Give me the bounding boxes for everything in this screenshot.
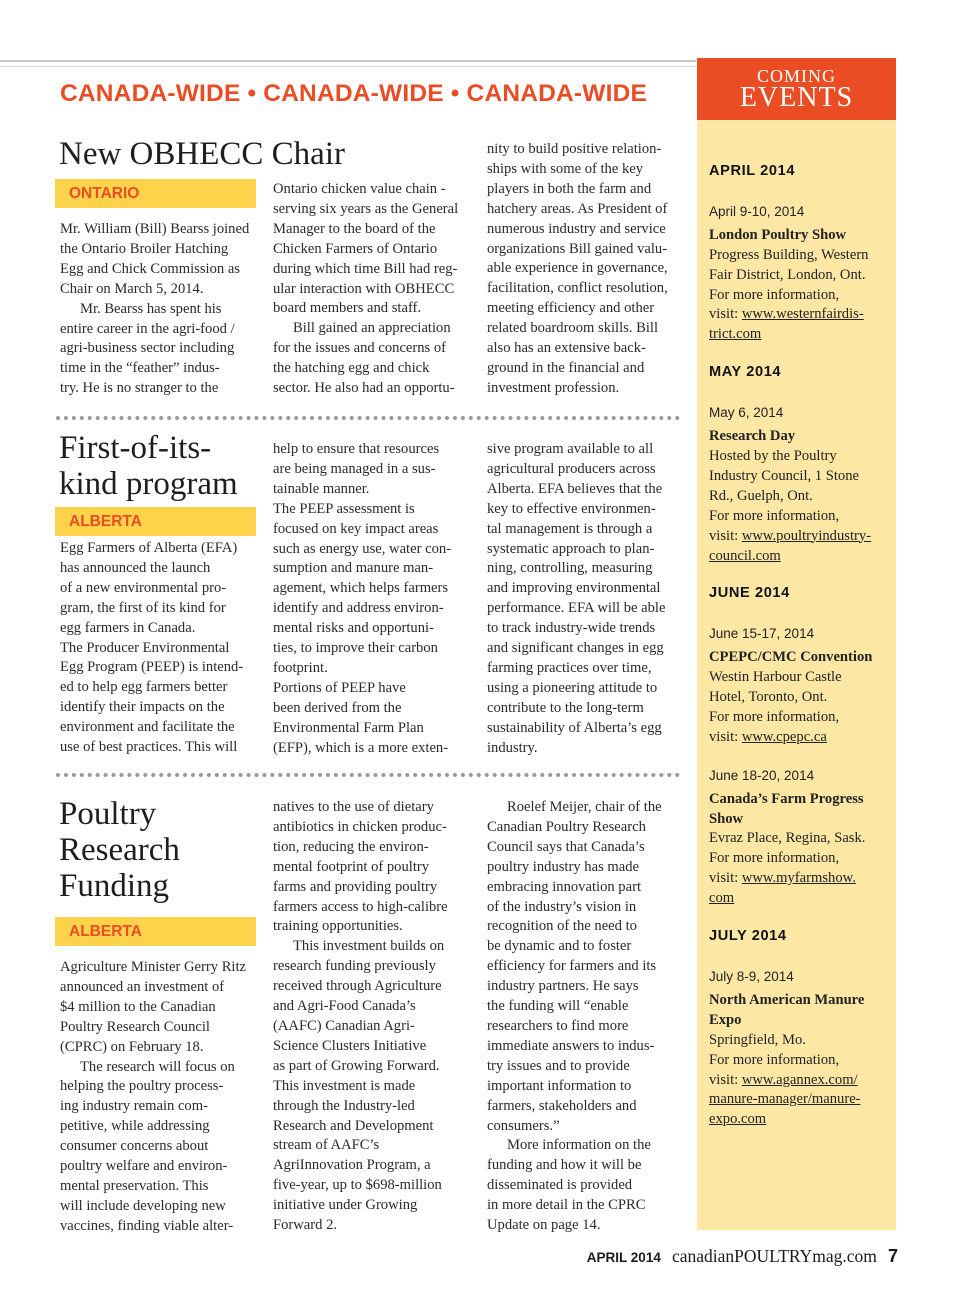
text-line: ular interaction with OBHECC [273, 280, 455, 297]
text-line: tainable manner. [273, 480, 370, 497]
paragraph [487, 140, 685, 399]
text-line: Canadian Poultry Research [487, 818, 646, 835]
link-text-line[interactable]: expo.com [709, 1111, 767, 1128]
paragraph [487, 1136, 685, 1236]
text-line: Ontario chicken value chain - [273, 181, 446, 197]
event-month-heading: MAY 2014 [709, 364, 782, 381]
text-line: been derived from the [273, 699, 402, 716]
event-detail-line: Industry Council, 1 Stone [709, 467, 859, 484]
text-line: focused on key impact areas [273, 520, 439, 537]
text-line: farmers access to high-calibre [273, 898, 448, 915]
text-line: This investment builds on [293, 938, 445, 955]
link-text-line[interactable]: com [709, 890, 735, 907]
article3-column-1 [60, 958, 258, 1237]
text-line: sive program available to all [487, 441, 654, 457]
text-line: and improving environmental [487, 580, 661, 597]
footer-site: canadianPOULTRYmag.com [671, 1246, 877, 1266]
text-line: ed to help egg farmers better [60, 679, 228, 696]
event-item [709, 766, 891, 909]
link-text-line[interactable]: www.myfarmshow. [741, 870, 856, 887]
event-name: CPEPC/CMC Convention [709, 649, 873, 666]
text-line: $4 million to the Canadian [60, 998, 216, 1015]
text-line: Research and Development [273, 1117, 434, 1134]
event-date: June 15-17, 2014 [709, 626, 815, 642]
article1-column-2 [273, 180, 471, 399]
event-detail-line: Westin Harbour Castle [709, 669, 842, 686]
text-line: AgriInnovation Program, a [273, 1157, 431, 1174]
text-line: The research will focus on [80, 1058, 235, 1075]
paragraph [487, 798, 685, 1136]
event-detail-line: Springfield, Mo. [709, 1031, 806, 1048]
top-rule [0, 60, 696, 62]
text-line: embracing innovation part [487, 878, 641, 895]
paragraph [487, 440, 685, 759]
paragraph [60, 300, 258, 400]
text-line: sector. He also had an opportu- [273, 380, 455, 397]
text-line: Environmental Farm Plan [273, 719, 424, 736]
text-line: has announced the launch [60, 559, 211, 576]
visit-label: visit: [709, 527, 742, 544]
event-date: June 18-20, 2014 [709, 767, 815, 783]
coming-events-heading-bottom: EVENTS [739, 82, 854, 113]
text-line: Egg Program (PEEP) is intend- [60, 659, 244, 676]
text-line: performance. EFA will be able [487, 600, 666, 617]
article3-column-3 [487, 798, 685, 1236]
event-detail-line: For more information, [709, 1051, 840, 1068]
link-text-line[interactable]: council.com [709, 547, 781, 564]
link-text-line[interactable]: www.westernfairdis- [741, 306, 864, 323]
text-line: industry. [487, 739, 538, 756]
section-banner: CANADA-WIDE • CANADA-WIDE • CANADA-WIDE [60, 80, 648, 107]
text-line: egg farmers in Canada. [60, 619, 196, 636]
event-detail-line: Progress Building, Western [709, 246, 869, 263]
text-line: identify their impacts on the [60, 699, 225, 716]
text-line: mental footprint of poultry [273, 858, 430, 875]
text-line: research funding previously [273, 958, 436, 975]
text-line: mental risks and opportuni- [273, 620, 434, 637]
text-line: and significant changes in egg [487, 640, 664, 657]
event-visit-line [709, 305, 891, 345]
text-line: are being managed in a sus- [273, 460, 436, 477]
text-line: systematic approach to plan- [487, 540, 655, 557]
region-tag-alberta: ALBERTA [55, 917, 256, 946]
text-line: ning, controlling, measuring [487, 560, 653, 577]
article2-column-3 [487, 440, 685, 759]
text-line: try. He is no stranger to the [60, 380, 219, 397]
text-line: help to ensure that resources [273, 441, 440, 457]
visit-label: visit: [709, 1071, 742, 1088]
event-detail-line: For more information, [709, 507, 840, 524]
footer-issue: APRIL 2014 [586, 1250, 661, 1265]
headline-line: First-of-its- [59, 430, 212, 466]
coming-events-heading-top: COMING [756, 66, 836, 86]
text-line: Chicken Farmers of Ontario [273, 240, 438, 257]
visit-label: visit: [709, 306, 742, 323]
coming-events-list [709, 158, 891, 1148]
headline-line: Research [59, 832, 180, 868]
text-line: researchers to find more [487, 1017, 629, 1034]
text-line: farms and providing poultry [273, 878, 438, 895]
event-item [709, 624, 891, 747]
text-line: helping the poultry process- [60, 1078, 224, 1095]
text-line: able experience in governance, [487, 260, 668, 277]
event-detail-line: Hotel, Toronto, Ont. [709, 689, 828, 706]
text-line: poultry industry has made [487, 858, 639, 875]
text-line: ground in the financial and [487, 359, 645, 376]
event-visit-line [709, 527, 891, 567]
section-divider [56, 416, 680, 420]
text-line: Chair on March 5, 2014. [60, 280, 204, 297]
text-line: through the Industry-led [273, 1097, 415, 1114]
text-line: farmers, stakeholders and [487, 1097, 637, 1114]
text-line: immediate answers to indus- [487, 1037, 655, 1054]
text-line: petitive, while addressing [60, 1118, 210, 1135]
text-line: antibiotics in chicken produc- [273, 818, 447, 835]
article-headline-obhecc: New OBHECC Chair [59, 136, 345, 172]
text-line: funding and how it will be [487, 1157, 642, 1174]
event-website-link[interactable] [742, 729, 827, 745]
text-line: Egg Farmers of Alberta (EFA) [60, 540, 238, 556]
text-line: organizations Bill gained valu- [487, 240, 668, 257]
text-line: natives to the use of dietary [273, 799, 434, 815]
text-line: Portions of PEEP have [273, 679, 406, 696]
paragraph [273, 180, 471, 319]
paragraph [273, 937, 471, 1236]
paragraph [60, 220, 258, 300]
text-line: important information to [487, 1077, 632, 1094]
region-tag-alberta: ALBERTA [55, 507, 256, 536]
text-line: of the industry’s vision in [487, 898, 637, 915]
text-line: tal management is through a [487, 520, 653, 537]
text-line: to track industry-wide trends [487, 620, 656, 637]
text-line: key to effective environmen- [487, 500, 656, 517]
paragraph [60, 539, 258, 639]
text-line: entire career in the agri-food / [60, 320, 235, 337]
event-detail-line: Rd., Guelph, Ont. [709, 487, 813, 504]
text-line: agricultural producers across [487, 460, 656, 477]
text-line: in more detail in the CPRC [487, 1197, 646, 1214]
text-line: Poultry Research Council [60, 1018, 210, 1035]
text-line: gram, the first of its kind for [60, 599, 226, 616]
text-line: footprint. [273, 659, 328, 676]
text-line: Council says that Canada’s [487, 838, 645, 855]
text-line: More information on the [507, 1137, 651, 1154]
visit-label: visit: [709, 870, 742, 887]
link-text-line[interactable]: www.cpepc.ca [741, 728, 827, 745]
text-line: announced an investment of [60, 978, 225, 995]
text-line: serving six years as the General [273, 200, 459, 217]
event-visit-line [709, 869, 891, 909]
text-line: ing industry remain com- [60, 1098, 208, 1115]
text-line: Forward 2. [273, 1217, 338, 1234]
text-line: poultry welfare and environ- [60, 1158, 228, 1175]
text-line: efficiency for farmers and its [487, 958, 657, 975]
event-visit-line [709, 1071, 891, 1131]
text-line: hatchery areas. As President of [487, 200, 668, 217]
text-line: Mr. Bearss has spent his [80, 300, 222, 317]
text-line: consumers.” [487, 1117, 560, 1134]
text-line: Roelef Meijer, chair of the [507, 799, 662, 815]
article1-column-3 [487, 140, 685, 399]
paragraph [273, 798, 471, 937]
text-line: tion, reducing the environ- [273, 838, 429, 855]
text-line: Science Clusters Initiative [273, 1037, 427, 1054]
article3-column-2 [273, 798, 471, 1236]
text-line: Bill gained an appreciation [293, 320, 451, 337]
text-line: for the issues and concerns of [273, 340, 447, 357]
event-month-heading: JUNE 2014 [709, 585, 790, 602]
text-line: initiative under Growing [273, 1197, 418, 1214]
text-line: received through Agriculture [273, 978, 442, 995]
event-detail-line: For more information, [709, 708, 840, 725]
article-headline-first-of-its-kind [59, 430, 238, 502]
event-date: May 6, 2014 [709, 405, 784, 421]
text-line: use of best practices. This will [60, 739, 238, 756]
text-line: facilitation, conflict resolution, [487, 280, 668, 297]
region-tag-ontario: ONTARIO [55, 179, 256, 208]
event-month-heading: APRIL 2014 [709, 163, 796, 179]
text-line: will include developing new [60, 1197, 226, 1214]
event-name: North American Manure Expo [709, 991, 865, 1028]
text-line: Mr. William (Bill) Bearss joined [60, 221, 250, 237]
event-detail-line: Fair District, London, Ont. [709, 266, 866, 283]
top-rule-thin [0, 66, 696, 67]
text-line: and Agri-Food Canada’s [273, 998, 416, 1015]
text-line: consumer concerns about [60, 1138, 209, 1155]
section-divider [56, 773, 680, 777]
link-text-line[interactable]: www.poultryindustry- [741, 527, 872, 544]
text-line: Agriculture Minister Gerry Ritz [60, 959, 247, 975]
paragraph [60, 639, 258, 758]
link-text-line[interactable]: www.agannex.com/ [741, 1071, 858, 1088]
text-line: sumption and manure man- [273, 560, 434, 577]
text-line: meeting efficiency and other [487, 300, 655, 317]
text-line: be dynamic and to foster [487, 938, 632, 955]
text-line: ties, to improve their carbon [273, 640, 438, 657]
article2-column-1 [60, 539, 258, 758]
text-line: training opportunities. [273, 918, 403, 935]
paragraph [273, 319, 471, 399]
text-line: the funding will “enable [487, 998, 629, 1015]
text-line: (CPRC) on February 18. [60, 1038, 204, 1055]
text-line: agement, which helps farmers [273, 580, 449, 597]
text-line: five-year, up to $698-million [273, 1177, 442, 1194]
text-line: The PEEP assessment is [273, 500, 415, 517]
paragraph [60, 1058, 258, 1237]
text-line: mental preservation. This [60, 1177, 209, 1194]
event-name: Research Day [709, 428, 796, 445]
event-name: Canada’s Farm Progress Show [709, 790, 864, 827]
event-item [709, 403, 891, 566]
headline-line: Poultry [59, 796, 157, 832]
article2-column-2 [273, 440, 471, 759]
text-line: Egg and Chick Commission as [60, 260, 240, 277]
event-detail-line: For more information, [709, 286, 840, 303]
headline-line: kind program [59, 466, 238, 502]
text-line: sustainability of Alberta’s egg [487, 719, 662, 736]
text-line: the hatching egg and chick [273, 360, 430, 377]
headline-line: Funding [59, 868, 170, 904]
text-line: Manager to the board of the [273, 220, 436, 237]
coming-events-sidebar [697, 58, 896, 1230]
text-line: farming practices over time, [487, 659, 652, 676]
event-detail-line: For more information, [709, 850, 840, 867]
paragraph [273, 440, 471, 500]
event-detail-line: Evraz Place, Regina, Sask. [709, 830, 866, 847]
text-line: ships with some of the key [487, 160, 644, 177]
page-footer [587, 1246, 898, 1267]
text-line: investment profession. [487, 379, 620, 396]
text-line: contribute to the long-term [487, 699, 644, 716]
text-line: during which time Bill had reg- [273, 260, 458, 277]
text-line: environment and facilitate the [60, 719, 235, 736]
text-line: try issues and to provide [487, 1057, 630, 1074]
text-line: the Ontario Broiler Hatching [60, 240, 229, 257]
text-line: as part of Growing Forward. [273, 1057, 440, 1074]
text-line: recognition of the need to [487, 918, 637, 935]
event-detail-line: Hosted by the Poultry [709, 447, 837, 464]
text-line: nity to build positive relation- [487, 141, 662, 157]
text-line: (EFP), which is a more exten- [273, 739, 449, 756]
text-line: industry partners. He says [487, 978, 639, 995]
text-line: Update on page 14. [487, 1217, 601, 1234]
text-line: board members and staff. [273, 300, 422, 317]
text-line: agri-business sector including [60, 340, 235, 357]
text-line: stream of AAFC’s [273, 1137, 380, 1154]
event-date: July 8-9, 2014 [709, 969, 794, 984]
coming-events-header [697, 58, 896, 120]
event-name: London Poultry Show [709, 226, 847, 243]
text-line: (AAFC) Canadian Agri- [273, 1017, 415, 1034]
link-text-line[interactable]: trict.com [709, 326, 762, 343]
text-line: This investment is made [273, 1077, 416, 1094]
event-item [709, 967, 891, 1130]
article1-column-1 [60, 220, 258, 399]
text-line: Alberta. EFA believes that the [487, 480, 663, 497]
text-line: identify and address environ- [273, 600, 444, 617]
text-line: such as energy use, water con- [273, 540, 452, 557]
link-text-line[interactable]: manure-manager/manure- [709, 1091, 861, 1108]
paragraph [60, 958, 258, 1058]
text-line: vaccines, finding viable alter- [60, 1217, 234, 1234]
paragraph [273, 500, 471, 679]
text-line: time in the “feather” indus- [60, 360, 220, 377]
text-line: players in both the farm and [487, 180, 652, 197]
text-line: disseminated is provided [487, 1177, 633, 1194]
text-line: of a new environmental pro- [60, 579, 227, 596]
text-line: using a pioneering attitude to [487, 679, 658, 696]
paragraph [273, 679, 471, 759]
event-month-heading: JULY 2014 [709, 928, 787, 945]
event-visit-line [709, 728, 891, 748]
text-line: also has an extensive back- [487, 340, 646, 357]
text-line: related boardroom skills. Bill [487, 320, 659, 337]
page-number: 7 [887, 1246, 898, 1266]
visit-label: visit: [709, 728, 742, 745]
text-line: The Producer Environmental [60, 639, 230, 656]
text-line: numerous industry and service [487, 220, 666, 237]
article-headline-poultry-research-funding [59, 796, 180, 904]
event-date: April 9-10, 2014 [709, 203, 805, 219]
event-item [709, 202, 891, 345]
